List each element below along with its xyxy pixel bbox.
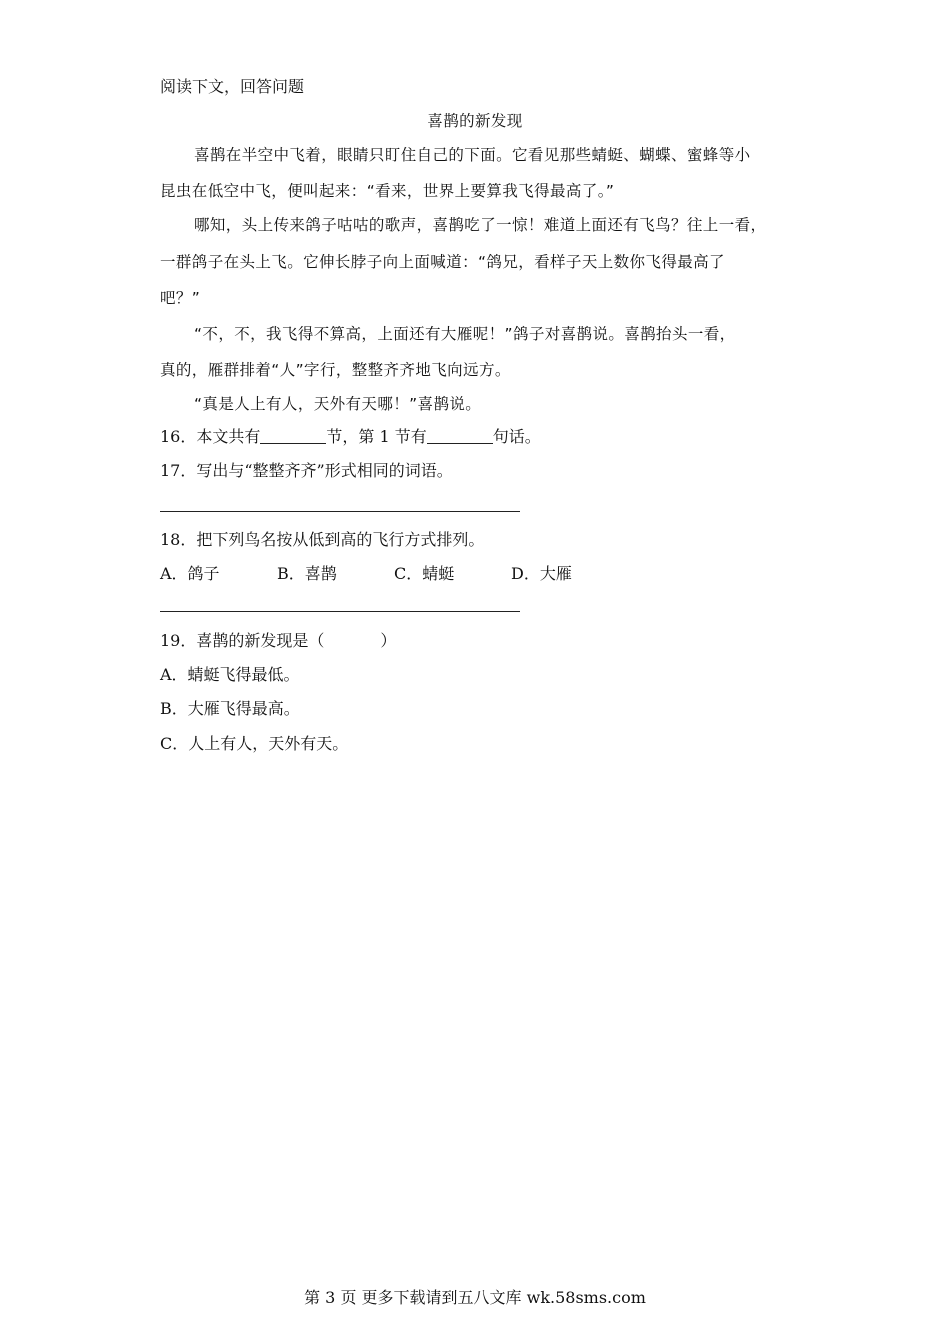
q16-part-c: 句话。 <box>492 427 541 446</box>
question-16 <box>160 427 541 447</box>
passage-line: “不，不，我飞得不算高，上面还有大雁呢！”鸽子对喜鹊说。喜鹊抬头一看， <box>194 325 736 343</box>
answer-line[interactable] <box>160 511 520 512</box>
q18-option-a: A．鸽子 <box>160 564 220 583</box>
passage-line: 喜鹊在半空中飞着，眼睛只盯住自己的下面。它看见那些蜻蜓、蝴蝶、蜜蜂等小 <box>194 146 751 164</box>
question-18: 18．把下列鸟名按从低到高的飞行方式排列。 <box>160 530 485 549</box>
passage-line: “真是人上有人，天外有天哪！”喜鹊说。 <box>194 395 482 413</box>
q19-stem: 19．喜鹊的新发现是（ <box>160 631 325 650</box>
q18-option-c: C．蜻蜓 <box>394 564 455 583</box>
q19-option-a: A．蜻蜓飞得最低。 <box>160 665 300 684</box>
passage-line: 真的，雁群排着“人”字行，整整齐齐地飞向远方。 <box>160 361 511 379</box>
passage-line: 吧？” <box>160 289 201 307</box>
q18-option-d: D．大雁 <box>511 564 572 583</box>
answer-blank[interactable] <box>427 427 493 444</box>
passage-line: 一群鸽子在头上飞。它伸长脖子向上面喊道：“鸽兄，看样子天上数你飞得最高了 <box>160 253 725 271</box>
q18-options <box>160 564 572 584</box>
question-17: 17．写出与“整整齐齐”形式相同的词语。 <box>160 461 453 480</box>
passage-line: 昆虫在低空中飞，便叫起来：“看来，世界上要算我飞得最高了。” <box>160 182 615 200</box>
question-19 <box>160 631 396 651</box>
answer-blank[interactable] <box>260 427 326 444</box>
passage-line: 哪知，头上传来鸽子咕咕的歌声，喜鹊吃了一惊！难道上面还有飞鸟？往上一看， <box>194 216 767 234</box>
instruction: 阅读下文，回答问题 <box>160 77 305 96</box>
q16-part-b: 节，第 1 节有 <box>326 427 427 446</box>
answer-line[interactable] <box>160 611 520 612</box>
q19-stem-close: ） <box>380 631 397 650</box>
q19-option-c: C．人上有人，天外有天。 <box>160 734 349 753</box>
q16-part-a: 16．本文共有 <box>160 427 261 446</box>
q19-option-b: B．大雁飞得最高。 <box>160 699 300 718</box>
passage-title: 喜鹊的新发现 <box>427 112 523 130</box>
page-footer: 第 3 页 更多下载请到五八文库 wk.58sms.com <box>304 1288 646 1307</box>
q18-option-b: B．喜鹊 <box>277 564 337 583</box>
